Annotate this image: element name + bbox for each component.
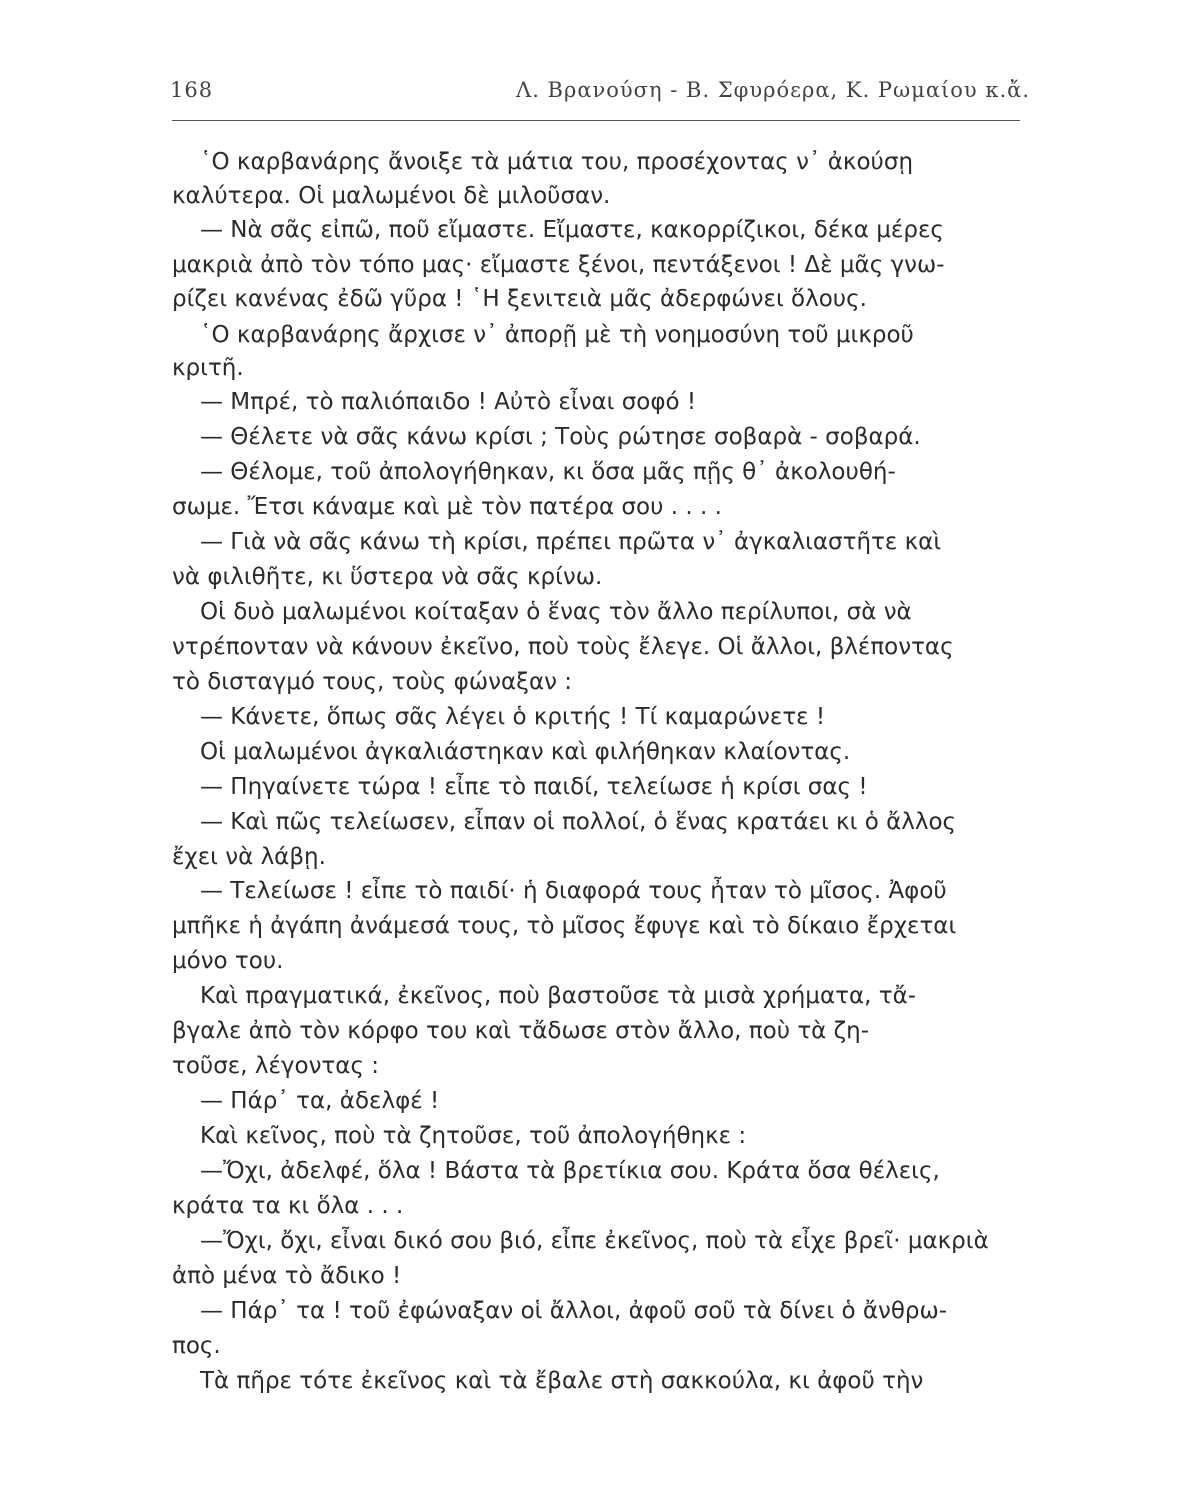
text-line: ἀπὸ μένα τὸ ἄδικο !	[172, 1263, 402, 1289]
text-line: Οἱ δυὸ μαλωμένοι κοίταξαν ὁ ἕνας τὸν ἄλλο περίλυποι, σὰ νὰ	[200, 599, 912, 625]
header-rule	[172, 120, 1020, 121]
text-line: σωμε. Ἔτσι κάναμε καὶ μὲ τὸν πατέρα σου . . . .	[172, 494, 722, 520]
text-line: ἔχει νὰ λάβῃ.	[172, 844, 326, 870]
text-line: — Τελείωσε ! εἶπε τὸ παιδί· ἡ διαφορά τους ἦταν τὸ μῖσος. Ἀφοῦ	[200, 878, 947, 904]
text-line: — Μπρέ, τὸ παλιόπαιδο ! Αὐτὸ εἶναι σοφό !	[200, 389, 697, 415]
text-line: καλύτερα. Οἱ μαλωμένοι δὲ μιλοῦσαν.	[172, 183, 611, 209]
text-line: Καὶ κεῖνος, ποὺ τὰ ζητοῦσε, τοῦ ἀπολογήθηκε :	[200, 1123, 747, 1149]
text-line: κράτα τα κι ὅλα . . .	[172, 1193, 404, 1219]
text-line: — Νὰ σᾶς εἰπῶ, ποῦ εἴμαστε. Εἴμαστε, κακορρίζικοι, δέκα μέρες	[200, 217, 944, 243]
text-line: βγαλε ἀπὸ τὸν κόρφο του καὶ τἄδωσε στὸν ἄλλο, ποὺ τὰ ζη-	[172, 1018, 870, 1044]
text-line: νὰ φιλιθῆτε, κι ὕστερα νὰ σᾶς κρίνω.	[172, 564, 603, 590]
text-line: μακριὰ ἀπὸ τὸν τόπο μας· εἴμαστε ξένοι, πεντάξενοι ! Δὲ μᾶς γνω-	[172, 252, 945, 278]
page-header	[170, 78, 1030, 118]
text-line: — Καὶ πῶς τελείωσεν, εἶπαν οἱ πολλοί, ὁ ἕνας κρατάει κι ὁ ἄλλος	[200, 809, 957, 835]
text-line: κριτῆ.	[172, 355, 244, 381]
text-line: — Θέλετε νὰ σᾶς κάνω κρίσι ; Τοὺς ρώτησε σοβαρὰ - σοβαρά.	[200, 424, 921, 450]
text-line: ρίζει κανένας ἐδῶ γῦρα ! ῾Η ξενιτειὰ μᾶς ἀδερφώνει ὅλους.	[172, 286, 867, 312]
text-line: — Κάνετε, ὅπως σᾶς λέγει ὁ κριτής ! Τί καμαρώνετε !	[200, 704, 826, 730]
text-line: — Πάρ᾽ τα ! τοῦ ἐφώναξαν οἱ ἄλλοι, ἀφοῦ σοῦ τὰ δίνει ὁ ἄνθρω-	[200, 1298, 948, 1324]
text-line: — Πηγαίνετε τώρα ! εἶπε τὸ παιδί, τελείωσε ἡ κρίσι σας !	[200, 774, 868, 800]
text-line: ντρέπονταν νὰ κάνουν ἐκεῖνο, ποὺ τοὺς ἔλεγε. Οἱ ἄλλοι, βλέποντας	[172, 634, 954, 660]
page-number: 168	[170, 78, 214, 102]
running-title: Λ. Βρανούση - Β. Σφυρόερα, Κ. Ρωμαίου κ.ἄ.	[516, 78, 1030, 102]
text-line: — Γιὰ νὰ σᾶς κάνω τὴ κρίσι, πρέπει πρῶτα ν᾽ ἀγκαλιαστῆτε καὶ	[200, 529, 942, 555]
text-line: πος.	[172, 1333, 221, 1359]
text-line: — Θέλομε, τοῦ ἀπολογήθηκαν, κι ὅσα μᾶς πῇς θ᾽ ἀκολουθή-	[200, 459, 896, 485]
text-line: ῾Ο καρβανάρης ἄρχισε ν᾽ ἀπορῇ μὲ τὴ νοημοσύνη τοῦ μικροῦ	[200, 322, 914, 348]
text-line: τὸ δισταγμό τους, τοὺς φώναξαν :	[172, 669, 573, 695]
text-line: μπῆκε ἡ ἀγάπη ἀνάμεσά τους, τὸ μῖσος ἔφυγε καὶ τὸ δίκαιο ἔρχεται	[172, 913, 957, 939]
text-line: —Ὄχι, ἀδελφέ, ὅλα ! Βάστα τὰ βρετίκια σου. Κράτα ὅσα θέλεις,	[200, 1158, 940, 1184]
text-line: Καὶ πραγματικά, ἐκεῖνος, ποὺ βαστοῦσε τὰ μισὰ χρήματα, τἄ-	[200, 983, 917, 1009]
text-line: — Πάρ᾽ τα, ἀδελφέ !	[200, 1088, 440, 1114]
text-line: Οἱ μαλωμένοι ἀγκαλιάστηκαν καὶ φιλήθηκαν κλαίοντας.	[200, 739, 851, 765]
text-line: μόνο του.	[172, 948, 284, 974]
text-line: τοῦσε, λέγοντας :	[172, 1053, 379, 1079]
text-line: ῾Ο καρβανάρης ἄνοιξε τὰ μάτια του, προσέχοντας ν᾽ ἀκούσῃ	[200, 149, 914, 175]
text-line: Τὰ πῆρε τότε ἐκεῖνος καὶ τὰ ἔβαλε στὴ σακκούλα, κι ἀφοῦ τὴν	[200, 1368, 924, 1394]
text-line: —Ὄχι, ὄχι, εἶναι δικό σου βιό, εἶπε ἐκεῖνος, ποὺ τὰ εἶχε βρεῖ· μακριὰ	[200, 1228, 989, 1254]
